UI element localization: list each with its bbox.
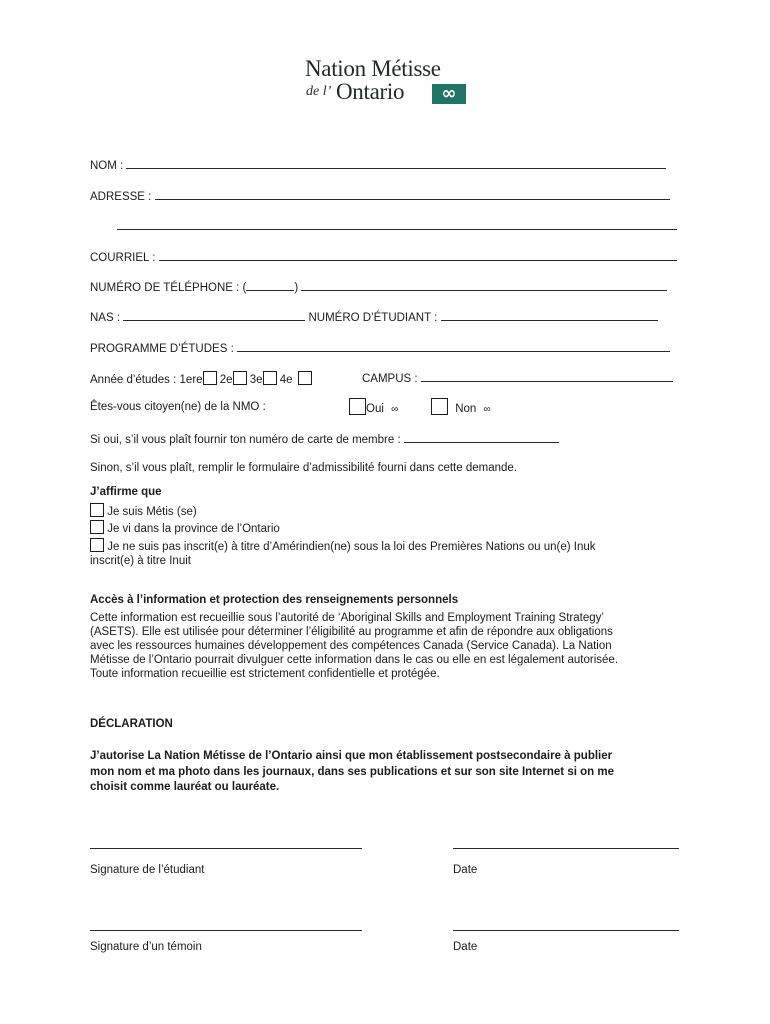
- witness-signature-label: Signature d’un témoin: [90, 941, 202, 953]
- date2-line[interactable]: [453, 930, 679, 931]
- oui-infinity-icon: ∞: [391, 404, 399, 415]
- witness-signature-line[interactable]: [90, 930, 362, 931]
- annee-3-checkbox[interactable]: [263, 371, 277, 385]
- declaration-heading: DÉCLARATION: [90, 718, 173, 730]
- nmo-logo: [300, 56, 490, 108]
- affirm-metis-label: Je suis Métis (se): [107, 506, 197, 518]
- declaration-line: J’autorise La Nation Métisse de l’Ontario ainsi que mon établissement postsecondaire à publier: [90, 750, 613, 762]
- privacy-line: (ASETS). Elle est utilisée pour déterminer l’éligibilité au programme et afin de répondre aux obligations: [90, 626, 613, 638]
- affirm-item-premieres-nations: [90, 538, 596, 553]
- non-option: [431, 398, 491, 415]
- adresse-label: ADRESSE :: [90, 191, 152, 203]
- nas-label: NAS :: [90, 312, 121, 324]
- nas-input-line[interactable]: [123, 310, 305, 321]
- student-signature-label: Signature de l’étudiant: [90, 864, 205, 876]
- numero-etudiant-label: NUMÉRO D’ÉTUDIANT :: [308, 312, 438, 324]
- courriel-label: COURRIEL :: [90, 252, 156, 264]
- privacy-heading: Accès à l’information et protection des renseignements personnels: [90, 594, 459, 606]
- field-campus: [362, 371, 673, 385]
- field-nom: [90, 158, 666, 172]
- field-telephone: [90, 280, 667, 294]
- annee-1-checkbox[interactable]: [203, 371, 217, 385]
- oui-label: Oui: [366, 403, 384, 415]
- privacy-line: Cette information est recueillie sous l’autorité de ‘Aboriginal Skills and Employment Training Strategy’: [90, 612, 604, 624]
- field-adresse: [90, 189, 670, 203]
- adresse-input-line[interactable]: [155, 189, 670, 200]
- declaration-body: [90, 749, 690, 796]
- affirm-item-metis: [90, 503, 197, 518]
- non-checkbox[interactable]: [431, 398, 448, 415]
- programme-input-line[interactable]: [237, 341, 670, 352]
- programme-label: PROGRAMME D’ÉTUDES :: [90, 343, 234, 355]
- telephone-paren-close: ): [294, 282, 299, 294]
- date1-label: Date: [453, 864, 478, 876]
- privacy-line: avec les ressources humaines développement des compétences Canada (Service Canada). La Nation: [90, 640, 612, 652]
- courriel-input-line[interactable]: [159, 250, 677, 261]
- privacy-line: Métisse de l’Ontario pourrait divulguer cette information dans le cas ou elle en est légalement autorisée.: [90, 654, 619, 666]
- non-infinity-icon: ∞: [483, 404, 491, 415]
- field-adresse-line2: [117, 219, 677, 233]
- area-code-input-line[interactable]: [246, 280, 294, 291]
- affirm-item-ontario: [90, 520, 280, 535]
- non-label: Non: [455, 403, 477, 415]
- sinon-text: Sinon, s’il vous plaît, remplir le formulaire d’admissibilité fourni dans cette demande.: [90, 462, 517, 474]
- affirm-premieres-nations-label: Je ne suis pas inscrit(e) à titre d’Amérindien(ne) sous la loi des Premières Nations ou un(e) Inuk: [107, 541, 596, 553]
- annee-option-1-label: 1ere: [179, 374, 203, 386]
- logo-title: Nation Métisse: [305, 56, 441, 81]
- date2-label: Date: [453, 941, 478, 953]
- field-nas: [90, 310, 658, 324]
- affirm-ontario-checkbox[interactable]: [90, 520, 104, 534]
- oui-checkbox[interactable]: [349, 398, 366, 415]
- affirm-continuation: inscrit(e) à titre Inuit: [90, 555, 191, 567]
- affirm-metis-checkbox[interactable]: [90, 503, 104, 517]
- privacy-line: Toute information recueillie est strictement confidentielle et protégée.: [90, 668, 440, 680]
- logo-de: de l’: [306, 84, 332, 99]
- logo-ontario: Ontario: [336, 79, 405, 104]
- field-carte-membre: [90, 432, 559, 446]
- field-courriel: [90, 250, 677, 264]
- declaration-line: mon nom et ma photo dans les journaux, dans ses publications et sur son site Internet si on me: [90, 765, 614, 778]
- campus-input-line[interactable]: [421, 371, 673, 382]
- annee-2-checkbox[interactable]: [233, 371, 247, 385]
- date1-line[interactable]: [453, 848, 679, 849]
- carte-membre-label: Si oui, s’il vous plaît fournir ton numéro de carte de membre :: [90, 434, 401, 446]
- annee-label: Année d’études :: [90, 374, 177, 386]
- telephone-label: NUMÉRO DE TÉLÉPHONE :: [90, 282, 240, 294]
- student-signature-line[interactable]: [90, 848, 362, 849]
- annee-option-2-label: 2e: [219, 374, 233, 386]
- privacy-body: [90, 611, 690, 681]
- field-annee: [90, 371, 312, 386]
- declaration-line: choisit comme lauréat ou lauréate.: [90, 781, 280, 793]
- campus-label: CAMPUS :: [362, 373, 418, 385]
- infinity-badge-icon: ∞: [432, 84, 466, 104]
- nom-input-line[interactable]: [126, 158, 666, 169]
- annee-4-checkbox[interactable]: [298, 371, 312, 385]
- nom-label: NOM :: [90, 160, 124, 172]
- affirm-premieres-nations-checkbox[interactable]: [90, 538, 104, 552]
- oui-option: [349, 398, 398, 415]
- adresse-input-line-2[interactable]: [117, 219, 677, 230]
- annee-option-4-label: 4e: [279, 374, 293, 386]
- annee-option-3-label: 3e: [249, 374, 263, 386]
- affirm-ontario-label: Je vi dans la province de l’Ontario: [107, 523, 280, 535]
- affirm-heading: J’affirme que: [90, 486, 162, 498]
- citoyen-question: Êtes-vous citoyen(ne) de la NMO :: [90, 401, 266, 413]
- telephone-paren-open: (: [242, 282, 247, 294]
- carte-membre-input-line[interactable]: [404, 432, 559, 443]
- telephone-input-line[interactable]: [301, 280, 667, 291]
- numero-etudiant-input-line[interactable]: [441, 310, 658, 321]
- field-programme: [90, 341, 670, 355]
